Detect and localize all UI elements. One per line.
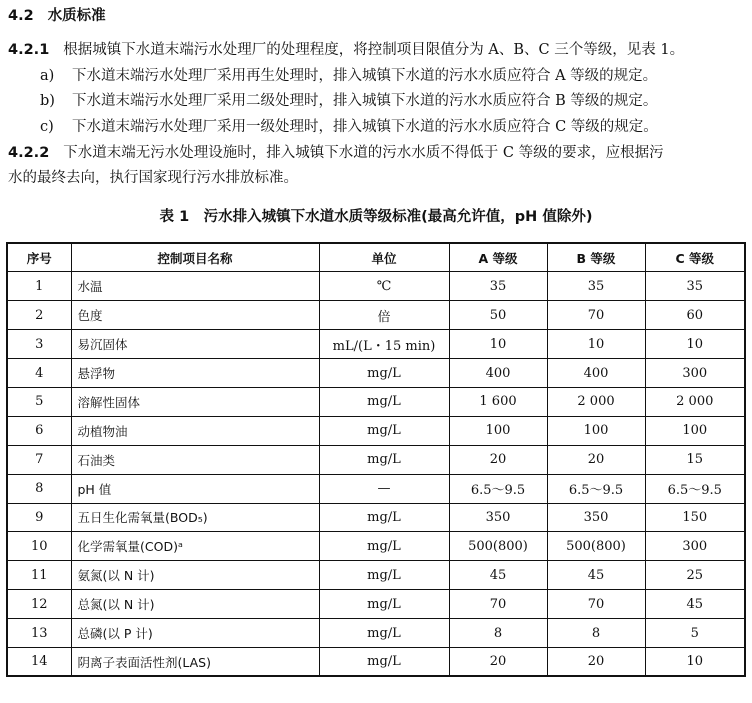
table-row xyxy=(7,647,745,676)
table-row xyxy=(7,416,745,445)
item-label: a) xyxy=(40,68,55,84)
row-grade-a: 400 xyxy=(449,359,547,388)
row-seq: 12 xyxy=(7,590,71,619)
item-label: c) xyxy=(40,119,54,135)
table-row xyxy=(7,532,745,561)
clause-text: 水的最终去向，执行国家现行污水排放标准。 xyxy=(8,170,298,186)
section-title: 水质标准 xyxy=(47,8,106,24)
item-label: b) xyxy=(40,93,55,109)
row-seq: 11 xyxy=(7,561,71,590)
clause-item-c xyxy=(40,117,658,137)
clause-item-b xyxy=(40,91,657,111)
table-row xyxy=(7,301,745,330)
row-grade-c: 5 xyxy=(645,619,745,648)
row-item-name: 总氮(以 N 计) xyxy=(71,590,319,619)
row-grade-a: 100 xyxy=(449,416,547,445)
item-text: 下水道末端污水处理厂采用再生处理时，排入城镇下水道的污水水质应符合 A 等级的规定。 xyxy=(72,68,658,84)
clause-4-2-2-continued xyxy=(8,168,298,188)
table-body xyxy=(7,272,745,676)
row-grade-c: 100 xyxy=(645,416,745,445)
row-unit: mg/L xyxy=(319,619,449,648)
row-grade-c: 300 xyxy=(645,359,745,388)
clause-4-2-2 xyxy=(8,143,664,163)
row-grade-b: 45 xyxy=(547,561,645,590)
row-unit: mg/L xyxy=(319,647,449,676)
item-text: 下水道末端污水处理厂采用二级处理时，排入城镇下水道的污水水质应符合 B 等级的规定。 xyxy=(72,93,658,109)
row-grade-b: 20 xyxy=(547,647,645,676)
row-grade-c: 150 xyxy=(645,503,745,532)
row-unit: — xyxy=(319,474,449,503)
row-grade-a: 350 xyxy=(449,503,547,532)
row-grade-b: 8 xyxy=(547,619,645,648)
row-seq: 1 xyxy=(7,272,71,301)
row-grade-c: 60 xyxy=(645,301,745,330)
row-seq: 10 xyxy=(7,532,71,561)
row-seq: 3 xyxy=(7,330,71,359)
row-grade-c: 10 xyxy=(645,330,745,359)
row-grade-a: 500(800) xyxy=(449,532,547,561)
row-item-name: 总磷(以 P 计) xyxy=(71,619,319,648)
header-grade-a: A 等级 xyxy=(449,243,547,272)
row-grade-b: 6.5～9.5 xyxy=(547,474,645,503)
row-grade-a: 50 xyxy=(449,301,547,330)
row-seq: 8 xyxy=(7,474,71,503)
row-seq: 13 xyxy=(7,619,71,648)
clause-number: 4.2.2 xyxy=(8,145,50,161)
row-grade-c: 10 xyxy=(645,647,745,676)
row-grade-b: 350 xyxy=(547,503,645,532)
table-row xyxy=(7,619,745,648)
clause-number: 4.2.1 xyxy=(8,42,50,58)
row-item-name: 悬浮物 xyxy=(71,359,319,388)
table-row xyxy=(7,272,745,301)
row-item-name: 阴离子表面活性剂(LAS) xyxy=(71,647,319,676)
row-grade-c: 15 xyxy=(645,445,745,474)
table-row xyxy=(7,330,745,359)
row-grade-a: 35 xyxy=(449,272,547,301)
row-grade-b: 2 000 xyxy=(547,387,645,416)
row-item-name: 易沉固体 xyxy=(71,330,319,359)
row-grade-b: 20 xyxy=(547,445,645,474)
row-unit: mg/L xyxy=(319,359,449,388)
row-grade-a: 20 xyxy=(449,445,547,474)
row-item-name: 化学需氧量(COD)ᵃ xyxy=(71,532,319,561)
row-grade-a: 10 xyxy=(449,330,547,359)
row-grade-b: 35 xyxy=(547,272,645,301)
row-grade-c: 300 xyxy=(645,532,745,561)
row-grade-c: 35 xyxy=(645,272,745,301)
row-grade-a: 45 xyxy=(449,561,547,590)
row-seq: 6 xyxy=(7,416,71,445)
table-row xyxy=(7,503,745,532)
row-seq: 14 xyxy=(7,647,71,676)
table-row xyxy=(7,359,745,388)
header-item-name: 控制项目名称 xyxy=(71,243,319,272)
row-grade-a: 6.5～9.5 xyxy=(449,474,547,503)
table-row xyxy=(7,387,745,416)
table-row xyxy=(7,474,745,503)
row-grade-a: 20 xyxy=(449,647,547,676)
row-item-name: 动植物油 xyxy=(71,416,319,445)
row-unit: mg/L xyxy=(319,445,449,474)
row-seq: 7 xyxy=(7,445,71,474)
row-item-name: pH 值 xyxy=(71,474,319,503)
water-quality-table xyxy=(6,242,746,677)
row-item-name: 水温 xyxy=(71,272,319,301)
section-number: 4.2 xyxy=(8,8,34,24)
row-grade-b: 400 xyxy=(547,359,645,388)
row-grade-a: 70 xyxy=(449,590,547,619)
row-seq: 2 xyxy=(7,301,71,330)
clause-item-a xyxy=(40,66,657,86)
row-seq: 5 xyxy=(7,387,71,416)
row-unit: mg/L xyxy=(319,503,449,532)
row-grade-c: 45 xyxy=(645,590,745,619)
row-unit: mL/(L・15 min) xyxy=(319,330,449,359)
row-unit: mg/L xyxy=(319,532,449,561)
row-item-name: 石油类 xyxy=(71,445,319,474)
section-heading xyxy=(8,6,106,26)
row-item-name: 色度 xyxy=(71,301,319,330)
row-grade-b: 500(800) xyxy=(547,532,645,561)
row-grade-a: 8 xyxy=(449,619,547,648)
row-unit: 倍 xyxy=(319,301,449,330)
row-grade-a: 1 600 xyxy=(449,387,547,416)
row-grade-b: 70 xyxy=(547,590,645,619)
header-unit: 单位 xyxy=(319,243,449,272)
row-grade-b: 10 xyxy=(547,330,645,359)
row-unit: mg/L xyxy=(319,561,449,590)
row-seq: 4 xyxy=(7,359,71,388)
row-item-name: 氨氮(以 N 计) xyxy=(71,561,319,590)
item-text: 下水道末端污水处理厂采用一级处理时，排入城镇下水道的污水水质应符合 C 等级的规定。 xyxy=(72,119,658,135)
table-row xyxy=(7,590,745,619)
header-seq: 序号 xyxy=(7,243,71,272)
row-grade-b: 70 xyxy=(547,301,645,330)
table-row xyxy=(7,445,745,474)
clause-text: 根据城镇下水道末端污水处理厂的处理程度，将控制项目限值分为 A、B、C 三个等级，见表 1。 xyxy=(63,42,685,58)
row-unit: mg/L xyxy=(319,387,449,416)
row-unit: ℃ xyxy=(319,272,449,301)
header-grade-c: C 等级 xyxy=(645,243,745,272)
row-seq: 9 xyxy=(7,503,71,532)
clause-4-2-1 xyxy=(8,40,684,60)
header-grade-b: B 等级 xyxy=(547,243,645,272)
clause-text: 下水道末端无污水处理设施时，排入城镇下水道的污水水质不得低于 C 等级的要求，应根据污 xyxy=(63,145,664,161)
row-grade-b: 100 xyxy=(547,416,645,445)
table-row xyxy=(7,561,745,590)
row-grade-c: 25 xyxy=(645,561,745,590)
row-grade-c: 6.5～9.5 xyxy=(645,474,745,503)
row-unit: mg/L xyxy=(319,590,449,619)
table-caption: 表 1 污水排入城镇下水道水质等级标准(最高允许值，pH 值除外) xyxy=(159,209,593,225)
row-unit: mg/L xyxy=(319,416,449,445)
row-item-name: 五日生化需氧量(BOD₅) xyxy=(71,503,319,532)
table-header-row xyxy=(7,243,745,272)
row-item-name: 溶解性固体 xyxy=(71,387,319,416)
row-grade-c: 2 000 xyxy=(645,387,745,416)
